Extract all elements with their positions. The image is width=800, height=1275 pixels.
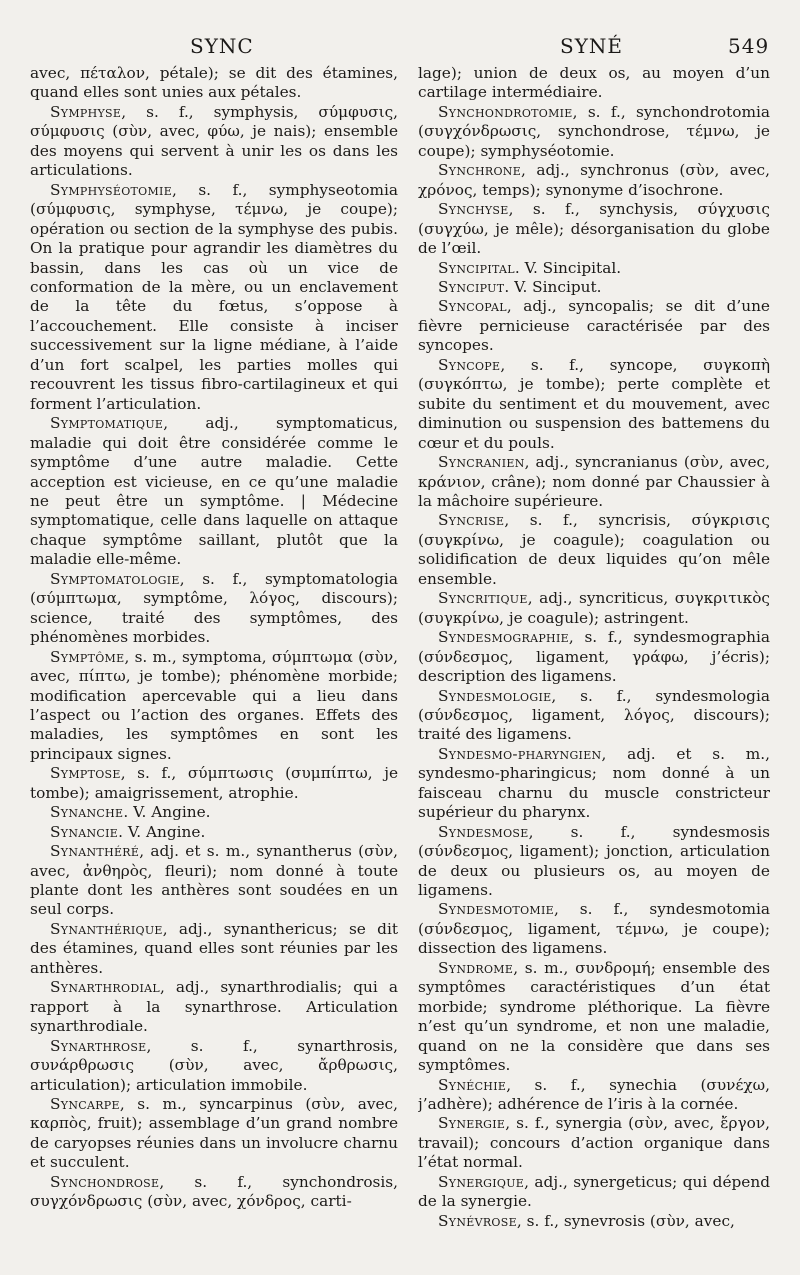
dictionary-entry [30, 648, 398, 765]
dictionary-entry [30, 842, 398, 920]
entry-definition: , adj. et s. m., syndesmo-pharingicus; nom donné à un faisceau charnu du muscle constricteur supérieur du pharynx. [418, 744, 770, 822]
entry-headword: Synanche [50, 803, 124, 822]
dictionary-entry [418, 745, 770, 823]
dictionary-entry [418, 823, 770, 901]
entry-definition: , adj., syncriticus, συγκριτικὸς (συγκρίνω, je coagule); astringent. [418, 589, 770, 627]
dictionary-entry [418, 1114, 770, 1172]
dictionary-entry [30, 1095, 398, 1173]
dictionary-entry [30, 920, 398, 978]
entry-definition: lage); union de deux os, au moyen d’un cartilage intermédiaire. [418, 64, 770, 102]
entry-definition: , adj., synergeticus; qui dépend de la synergie. [418, 1172, 770, 1211]
entry-definition: , s. m., symptoma, σύμπτωμα (σὺν, avec, πίπτω, je tombe); phénomène morbide; modification apercevable qui a lieu dans l’aspect ou l’action des organes. Effets des maladies, les symptômes en sont les principaux signes. [30, 647, 398, 763]
entry-headword: Syndesmotomie [438, 900, 554, 919]
entry-definition: . V. Sinciput. [504, 277, 602, 296]
entry-definition: , s. f., symphyseotomia (σύμφυσις, symphyse, τέμνω, je coupe); opération ou section de la symphyse des pubis. On la pratique pour agrandir les diamètres du bassin, dans les cas où un vice de conformation de la mère, ou un enclavement de la tête du fœtus, s’oppose à l’accouchement. Elle consiste à inciser successivement sur la ligne médiane, à l’aide d’un fort scalpel, les parties molles qui recouvrent les tissus fibro-cartilagineux et qui forment l’articulation. [30, 180, 398, 413]
entry-headword: Synciput [438, 277, 505, 296]
entry-definition: , s. m., συνδρομή; ensemble des symptômes caractéristiques d’un état morbide; syndrome pléthorique. La fièvre n’est qu’un syndrome, et non une maladie, quand on ne la considère que dans ses symptômes. [418, 958, 770, 1075]
dictionary-entry [418, 259, 770, 278]
entry-headword: Synanthérique [50, 919, 163, 938]
dictionary-entry [30, 1173, 398, 1212]
entry-headword: Symphyse [50, 102, 122, 121]
running-header [0, 34, 800, 64]
entry-headword: Synchondrotomie [438, 102, 573, 121]
entry-headword: Synergique [438, 1172, 525, 1191]
entry-headword: Synancie [50, 822, 119, 841]
entry-definition: , s. f., syndesmographia (σύνδεσμος, ligament, γράφω, j’écris); description des ligamens. [418, 628, 770, 686]
dictionary-entry [418, 1173, 770, 1212]
dictionary-entry [418, 161, 770, 200]
dictionary-entry [418, 589, 770, 628]
entry-definition: , adj., synanthericus; se dit des étamines, quand elles sont réunies par les anthères. [30, 919, 398, 977]
dictionary-entry [418, 959, 770, 1076]
entry-headword: Syncrise [438, 511, 505, 530]
entry-definition: , s. f., syndesmosis (σύνδεσμος, ligament); jonction, articulation de deux ou plusieurs os, au moyen de ligamens. [418, 822, 770, 900]
entry-headword: Syncarpe [50, 1095, 120, 1114]
entry-definition: , s. f., synchysis, σύγχυσις (συγχύω, je mêle); désorganisation du globe de l’œil. [418, 200, 770, 258]
entry-headword: Symptomatique [50, 414, 164, 433]
entry-headword: Symptomatologie [50, 569, 180, 588]
entry-headword: Syncritique [438, 589, 528, 608]
running-head-left: SYNC [190, 34, 254, 58]
left-column [30, 64, 398, 1259]
dictionary-entry [418, 453, 770, 511]
entry-headword: Syncopal [438, 297, 507, 316]
entry-definition: , s. f., σύμπτωσις (συμπίπτω, je tombe); amaigrissement, atrophie. [30, 764, 398, 802]
dictionary-entry [418, 1212, 770, 1231]
entry-definition: . V. Angine. [118, 822, 206, 841]
entry-definition: , adj., syncranianus (σὺν, avec, κράνιον, crâne); nom donné par Chaussier à la mâchoire supérieure. [418, 453, 770, 510]
entry-headword: Syndesmose [438, 822, 529, 841]
continued-entry [30, 64, 398, 103]
entry-definition: , s. f., synechia (συνέχω, j’adhère); adhérence de l’iris à la cornée. [418, 1075, 770, 1114]
entry-definition: , s. f., syncrisis, σύγκρισις (συγκρίνω, je coagule); coagulation ou solidification de deux liquides qu’on mêle ensemble. [418, 511, 770, 588]
entry-definition: , s. f., synergia (σὺν, avec, ἔργον, travail); concours d’action organique dans l’état normal. [418, 1114, 770, 1172]
entry-definition: , s. f., synevrosis (σὺν, avec, [516, 1211, 735, 1230]
dictionary-entry [418, 103, 770, 161]
entry-definition: , adj., syncopalis; se dit d’une fièvre pernicieuse caractérisée par des syncopes. [418, 297, 770, 355]
dictionary-entry [418, 628, 770, 686]
entry-headword: Syndesmologie [438, 686, 552, 705]
entry-headword: Synévrose [438, 1211, 517, 1230]
entry-headword: Synergie [438, 1114, 506, 1133]
running-head-right: SYNÉ [560, 34, 624, 58]
dictionary-entry [30, 823, 398, 842]
entry-definition: , s. f., symphysis, σύμφυσις, σύμφυσις (σὺν, avec, φύω, je nais); ensemble des moyens qui servent à unir les os dans les articulations. [30, 102, 398, 180]
entry-headword: Synéchie [438, 1075, 507, 1094]
dictionary-entry [30, 570, 398, 648]
dictionary-entry [418, 297, 770, 355]
dictionary-entry [30, 764, 398, 803]
dictionary-entry [418, 900, 770, 958]
entry-headword: Syncope [438, 355, 501, 374]
entry-headword: Syncranien [438, 453, 525, 472]
entry-definition: , adj., symptomaticus, maladie qui doit être considérée comme le symptôme d’une autre maladie. Cette acception est vicieuse, en ce qu’une maladie ne peut être un symptôme. | Médecine symptomatique, celle dans laquelle on attaque chaque symptôme saillant, plutôt que la maladie elle-même. [30, 414, 398, 569]
dictionary-entry [30, 414, 398, 570]
right-column [418, 64, 770, 1259]
dictionary-entry [30, 978, 398, 1036]
entry-definition: , s. f., syndesmologia (σύνδεσμος, ligament, λόγος, discours); traité des ligamens. [418, 686, 770, 744]
entry-headword: Synarthrose [50, 1036, 147, 1055]
dictionary-entry [30, 1037, 398, 1095]
entry-headword: Syncipital [438, 258, 515, 277]
entry-definition: , s. f., syndesmotomia (σύνδεσμος, ligament, τέμνω, je coupe); dissection des ligamens. [418, 900, 770, 958]
entry-definition: . V. Sincipital. [514, 258, 622, 277]
dictionary-entry [30, 803, 398, 822]
entry-headword: Synchrone [438, 161, 522, 180]
entry-definition: , s. f., synchondrotomia (συγχόνδρωσις, synchondrose, τέμνω, je coupe); symphyséotomie. [418, 102, 770, 160]
dictionary-entry [418, 200, 770, 258]
dictionary-entry [30, 181, 398, 414]
continued-entry [418, 64, 770, 103]
entry-headword: Synanthéré [50, 842, 140, 861]
entry-headword: Symptôme [50, 647, 125, 666]
entry-definition: avec, πέταλον, pétale); se dit des étamines, quand elles sont unies aux pétales. [30, 64, 398, 102]
dictionary-entry [418, 687, 770, 745]
entry-definition: , s. f., symptomatologia (σύμπτωμα, symptôme, λόγος, discours); science, traité des symptômes, des phénomènes morbides. [30, 569, 398, 647]
dictionary-entry [418, 356, 770, 453]
entry-definition: . V. Angine. [123, 803, 211, 822]
entry-headword: Syndrome [438, 958, 514, 977]
entry-definition: , adj., synchronus (σὺν, avec, χρόνος, temps); synonyme d’isochrone. [418, 161, 770, 199]
page-number: 549 [728, 34, 770, 58]
entry-headword: Syndesmo-pharyngien [438, 744, 602, 763]
entry-headword: Symptose [50, 764, 121, 783]
entry-headword: Synchondrose [50, 1172, 160, 1191]
entry-definition: , s. f., synarthrosis, συνάρθρωσις (σὺν, avec, ἄρθρωσις, articulation); articulation immobile. [30, 1036, 398, 1094]
entry-headword: Syndesmographie [438, 628, 569, 647]
dictionary-entry [418, 511, 770, 589]
dictionary-entry [418, 1076, 770, 1115]
entry-definition: , s. f., syncope, συγκοπὴ (συγκόπτω, je tombe); perte complète et subite du sentiment et du mouvement, avec diminution ou suspension des battemens du cœur et du pouls. [418, 355, 770, 452]
entry-headword: Synchyse [438, 200, 509, 219]
entry-definition: , s. f., synchondrosis, συγχόνδρωσις (σὺν, avec, χόνδρος, carti- [30, 1172, 398, 1211]
dictionary-entry [418, 278, 770, 297]
entry-definition: , adj. et s. m., synantherus (σὺν, avec, ἀνθηρὸς, fleuri); nom donné à toute plante dont les anthères sont soudées en un seul corps. [30, 842, 398, 919]
entry-definition: , s. m., syncarpinus (σὺν, avec, καρπὸς, fruit); assemblage d’un grand nombre de caryopses réunies dans un involucre charnu et succulent. [30, 1095, 398, 1172]
entry-definition: , adj., synarthrodialis; qui a rapport à la synarthrose. Articulation synarthrodiale. [30, 978, 398, 1036]
entry-headword: Synarthrodial [50, 978, 160, 997]
dictionary-entry [30, 103, 398, 181]
entry-headword: Symphyséotomie [50, 180, 173, 199]
